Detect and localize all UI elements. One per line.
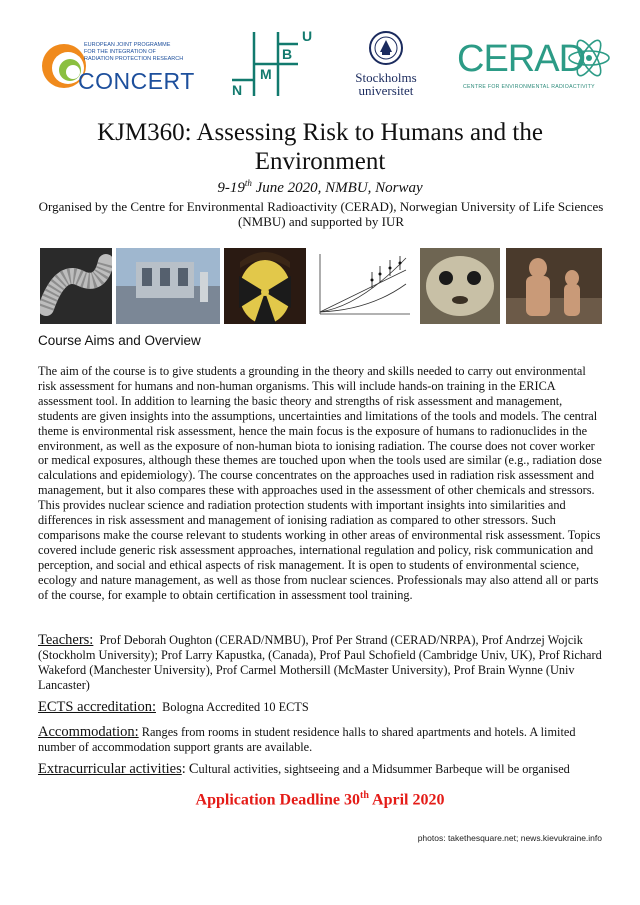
application-deadline: [40, 790, 600, 809]
atom-icon: [567, 38, 611, 78]
extracurricular-label: Extracurricular activities: [38, 761, 182, 777]
painted-face-photo: [224, 248, 306, 324]
extracurricular-initial: C: [188, 761, 199, 777]
accommodation-section: [38, 725, 608, 755]
extracurricular-colon: :: [181, 761, 186, 777]
extracurricular-section: [38, 762, 608, 777]
dates-sup: th: [244, 178, 252, 188]
cerad-logo: [453, 30, 611, 100]
su-line2: universitet: [358, 83, 414, 98]
page-title: KJM360: Assessing Risk to Humans and the Environment: [97, 119, 543, 175]
children-photo: [506, 248, 602, 324]
course-dates: [40, 178, 600, 197]
ects-section: [38, 700, 608, 715]
logo-bar: [38, 30, 608, 100]
accommodation-label: Accommodation:: [38, 724, 139, 740]
earthworm-photo: [40, 248, 112, 324]
teachers-text: Prof Deborah Oughton (CERAD/NMBU), Prof Per Strand (CERAD/NRPA), Prof Andrzej Wojcik (Stockholm University); Prof Larry Kapustka, (Canada), Prof Paul Schofield (Cambridge Univ, UK), Prof Richard Wakeford (Manchester University), Prof Carmel Mothersill (McMaster University), Prof Brain Wynne (Univ Lancaster): [38, 633, 602, 692]
cerad-subtitle: CENTRE FOR ENVIRONMENTAL RADIOACTIVITY: [463, 84, 595, 90]
dates-post: June 2020, NMBU, Norway: [251, 180, 423, 196]
dates-pre: 9-19: [217, 180, 245, 196]
nmbu-letter-n: N: [232, 82, 243, 98]
photo-credits: photos: takethesquare.net; news.kievukraine.info: [417, 833, 602, 843]
ects-text: Bologna Accredited 10 ECTS: [162, 700, 309, 714]
stockholm-university-logo: [336, 30, 436, 100]
concert-name: CONCERT: [78, 68, 195, 94]
su-seal-icon: [368, 30, 404, 66]
teachers-section: [38, 633, 608, 693]
teachers-label: Teachers:: [38, 632, 94, 648]
nmbu-logo: [226, 30, 318, 100]
concert-line1: EUROPEAN JOINT PROGRAMME: [84, 42, 171, 48]
nmbu-letter-b: B: [282, 46, 293, 62]
fish-face-photo: [420, 248, 500, 324]
nmbu-letter-m: M: [260, 66, 272, 82]
cerad-name: CERAD: [457, 38, 586, 80]
aims-heading: Course Aims and Overview: [38, 333, 201, 348]
concert-line3: RADIATION PROTECTION RESEARCH: [84, 56, 184, 62]
organiser-text: Organised by the Centre for Environmental Radioactivity (CERAD), Norwegian University of Life Sciences (NMBU) and supported by IUR: [38, 199, 604, 229]
concert-logo: [38, 30, 206, 100]
accommodation-text: Ranges from rooms in student residence halls to shared apartments and hotels. A limited number of accommodation support grants are available.: [38, 725, 576, 754]
deadline-sup: th: [360, 790, 369, 801]
photo-strip: [40, 248, 602, 324]
ects-label: ECTS accreditation:: [38, 699, 156, 715]
deadline-pre: Application Deadline 30: [195, 791, 360, 809]
deadline-post: April 2020: [368, 791, 445, 809]
extracurricular-text: ultural activities, sightseeing and a Midsummer Barbeque will be organised: [198, 762, 570, 776]
su-line1: Stockholms: [355, 70, 417, 85]
dose-response-graph: [310, 248, 416, 324]
nmbu-letter-u: U: [302, 28, 313, 44]
aims-body: The aim of the course is to give students a grounding in the theory and skills needed to carry out environmental risk assessment for humans and non-human organisms. This will include hands-on training in the ERICA assessment tool. In addition to learning the basic theory and strengths of risk assessment and management, students are given insights into the assumptions, uncertainties and limitations of the tools and models. The central theme is environmental risk assessment, hence the main focus is the exposure of humans to radionuclides in the environment, as well as the exposure of non-human biota to ionising radiation. The course does not cover worker or medical exposures, although these themes are touched upon when the tools used are similar (e.g., radiation dose calculations and epidemiology). The course concentrates on the approaches used in radiation risk assessment and management, but it also compares these with approaches used in the assessment of other chemicals and stressors. This provides nuclear science and radiation protection students with important insights into similarities and differences in risk assessment and management of ionising radiation as compared to other stressors. Such comparisons make the course relevant to students working in other areas of environmental risk assessment. Topics covered include generic risk assessment approaches, international regulation and policy, risk communication and perception, and social and ethical aspects of risk management. It is open to students of environmental science, ecology and nature management, as well as those from nuclear sciences. Professionals may also attend all or parts of the course, for example to obtain certification in assessment tool training.: [38, 364, 602, 602]
nuclear-plant-photo: [116, 248, 220, 324]
concert-line2: FOR THE INTEGRATION OF: [84, 49, 156, 55]
